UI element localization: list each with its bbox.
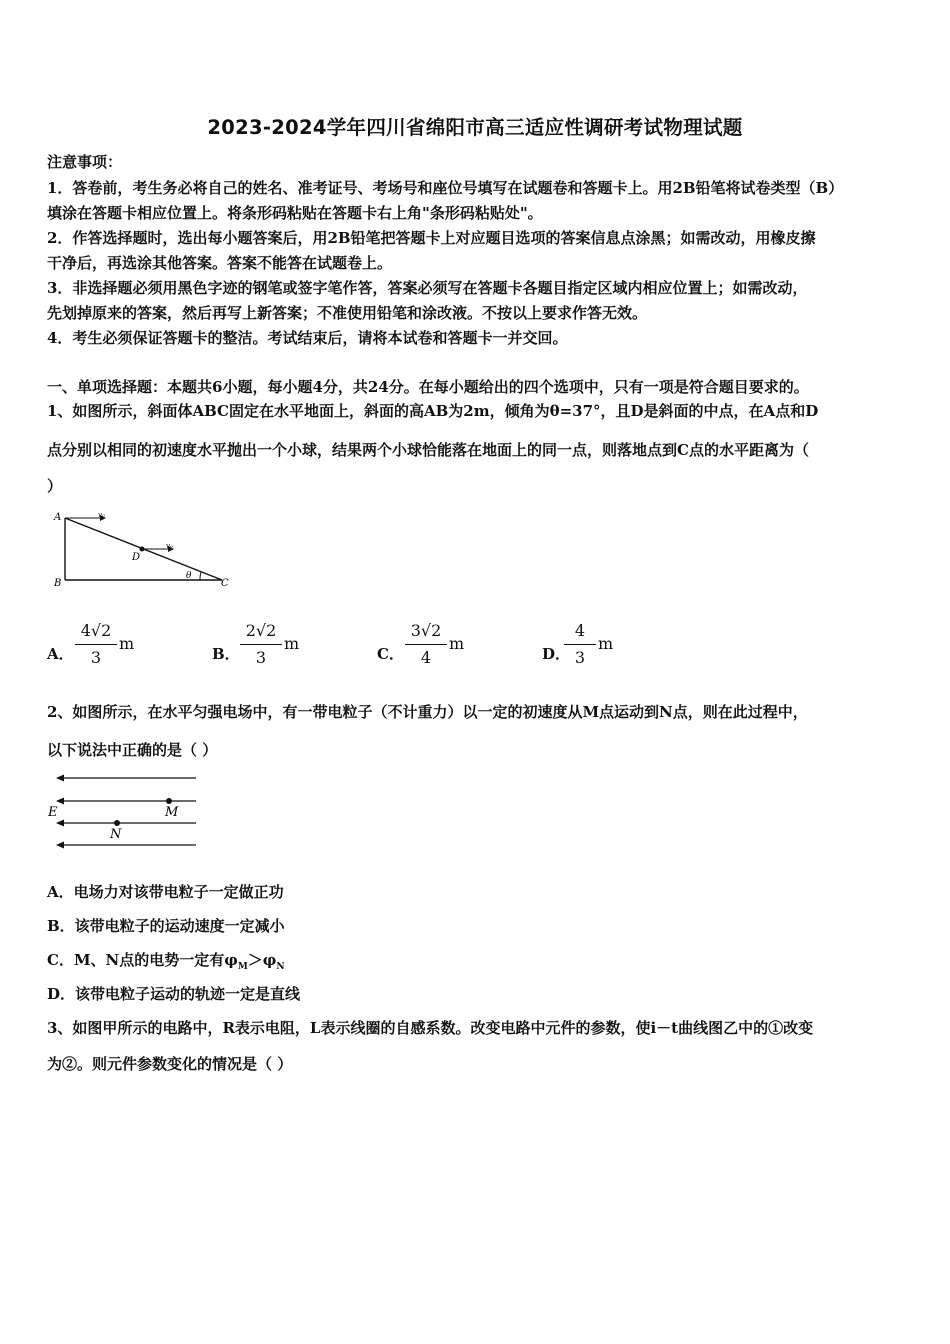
q2-text: 以下说法中正确的是（ ）: [47, 741, 218, 759]
q1-incline-figure: [50, 508, 240, 590]
section-heading: 一、单项选择题：本题共6小题，每小题4分，共24分。在每小题给出的四个选项中，只有一项是符合题目要求的。: [47, 378, 809, 396]
fraction: 2√2 3: [236, 620, 286, 669]
fraction: 4√2 3: [71, 620, 121, 669]
label-v0-a: v₀: [98, 511, 105, 519]
q2-option-c[interactable]: C．M、N点的电势一定有$\varphi_M>\varphi_N$: [47, 951, 285, 972]
notice-line: 3．非选择题必须用黑色字迹的钢笔或签字笔作答，答案必须写在答题卡各题目指定区域内相应位置上；如需改动，: [47, 279, 808, 297]
fraction: 4 3: [560, 620, 600, 669]
notice-heading: 注意事项：: [47, 153, 123, 171]
q2-text: 2、如图所示，在水平匀强电场中，有一带电粒子（不计重力）以一定的初速度从M点运动到N点，则在此过程中，: [47, 703, 808, 721]
label-b: B: [54, 578, 62, 589]
label-d: D: [132, 552, 141, 563]
label-m: M: [165, 805, 179, 820]
notice-line: 先划掉原来的答案，然后再写上新答案；不准使用铅笔和涂改液。不按以上要求作答无效。: [47, 304, 648, 322]
q2-option-d[interactable]: D．该带电粒子运动的轨迹一定是直线: [47, 985, 301, 1003]
label-a: A: [54, 512, 62, 523]
q2-option-a[interactable]: A．电场力对该带电粒子一定做正功: [47, 883, 284, 901]
exam-page: 2023-2024学年四川省绵阳市高三适应性调研考试物理试题 注意事项： 1．答卷前，考生务必将自己的姓名、准考证号、考场号和座位号填写在试题卷和答题卡上。用2B铅笔将试卷类型（B） 填涂在答题卡相应位置上。将条形码粘贴在答题卡右上角"条形码粘贴处"。 2．作答选择题时，选出每小题答案后，用2B铅笔把答题卡上对应题目选项的答案信息点涂黑；如需改动，用橡皮擦 干净后，再选涂其他答案。答案不能答在试题卷上。 3．非选择题必须用黑色字迹的钢笔或签字笔作答，答案必须写在答题卡各题目指定区域内相应位置上；如需改动， 先划掉原来的答案，然后再写上新答案；不准使用铅笔和涂改液。不按以上要求作答无效。 4．考生必须保证答题卡的整洁。考试结束后，请将本试卷和答题卡一并交回。 一、单项选择题：本题共6小题，每小题4分，共24分。在每小题给出的四个选项中，只有一项是符合题目要求的。 1、如图所示，斜面体ABC固定在水平地面上，斜面的高AB为2m，倾角为θ=37°，且D是斜面的中点，在A点和D 点分别以相同的初速度水平抛出一个小球，结果两个小球恰能落在地面上的同一点，则落地点到C点的水平距离为（ ） A B C D θ v₀ v₀ A． 4√2 3 m B． 2√2 3 m C． 3√2 4 m D． 4 3 m 2、如图所示，在水平匀强电场中，有一带电粒子（不计重力）以一定的初速度从M点运动到N点，则在此过程中， 以下说法中正确的是（ ） E M N A．电场力对该带电粒子一定做正功 B．该带电粒子的运动速度一定减小 C．M、N点的电势一定有$\varphi_M>\varphi_N$ D．该带电粒子运动的轨迹一定是直线 3、如图甲所示的电路中，R表示电阻，L表示线圈的自感系数。改变电路中元件的参数，使i－t曲线图乙中的①改变 为②。则元件参数变化的情况是（ ）: [0, 0, 950, 1344]
notice-line: 1．答卷前，考生务必将自己的姓名、准考证号、考场号和座位号填写在试题卷和答题卡上。用2B铅笔将试卷类型（B）: [47, 179, 844, 197]
fraction: 3√2 4: [401, 620, 451, 669]
label-theta: θ: [186, 571, 192, 581]
q1-text: ）: [47, 477, 63, 495]
label-v0-d: v₀: [166, 542, 173, 550]
page-title: 2023-2024学年四川省绵阳市高三适应性调研考试物理试题: [207, 116, 743, 139]
notice-line: 填涂在答题卡相应位置上。将条形码粘贴在答题卡右上角"条形码粘贴处"。: [47, 204, 543, 222]
q1-text: 1、如图所示，斜面体ABC固定在水平地面上，斜面的高AB为2m，倾角为θ=37°，且D是斜面的中点，在A点和D: [47, 402, 819, 420]
notice-line: 4．考生必须保证答题卡的整洁。考试结束后，请将本试卷和答题卡一并交回。: [47, 329, 568, 347]
label-e: E: [48, 805, 58, 820]
notice-line: 干净后，再选涂其他答案。答案不能答在试题卷上。: [47, 254, 393, 272]
q3-text: 3、如图甲所示的电路中，R表示电阻，L表示线圈的自感系数。改变电路中元件的参数，使i－t曲线图乙中的①改变: [47, 1019, 814, 1037]
q3-text: 为②。则元件参数变化的情况是（ ）: [47, 1055, 293, 1073]
notice-line: 2．作答选择题时，选出每小题答案后，用2B铅笔把答题卡上对应题目选项的答案信息点涂黑；如需改动，用橡皮擦: [47, 229, 816, 247]
q2-field-figure: [44, 768, 204, 854]
label-n: N: [110, 827, 122, 842]
q1-text: 点分别以相同的初速度水平抛出一个小球，结果两个小球恰能落在地面上的同一点，则落地点到C点的水平距离为（: [47, 441, 809, 459]
q2-option-b[interactable]: B．该带电粒子的运动速度一定减小: [47, 917, 285, 935]
label-c: C: [221, 578, 229, 589]
